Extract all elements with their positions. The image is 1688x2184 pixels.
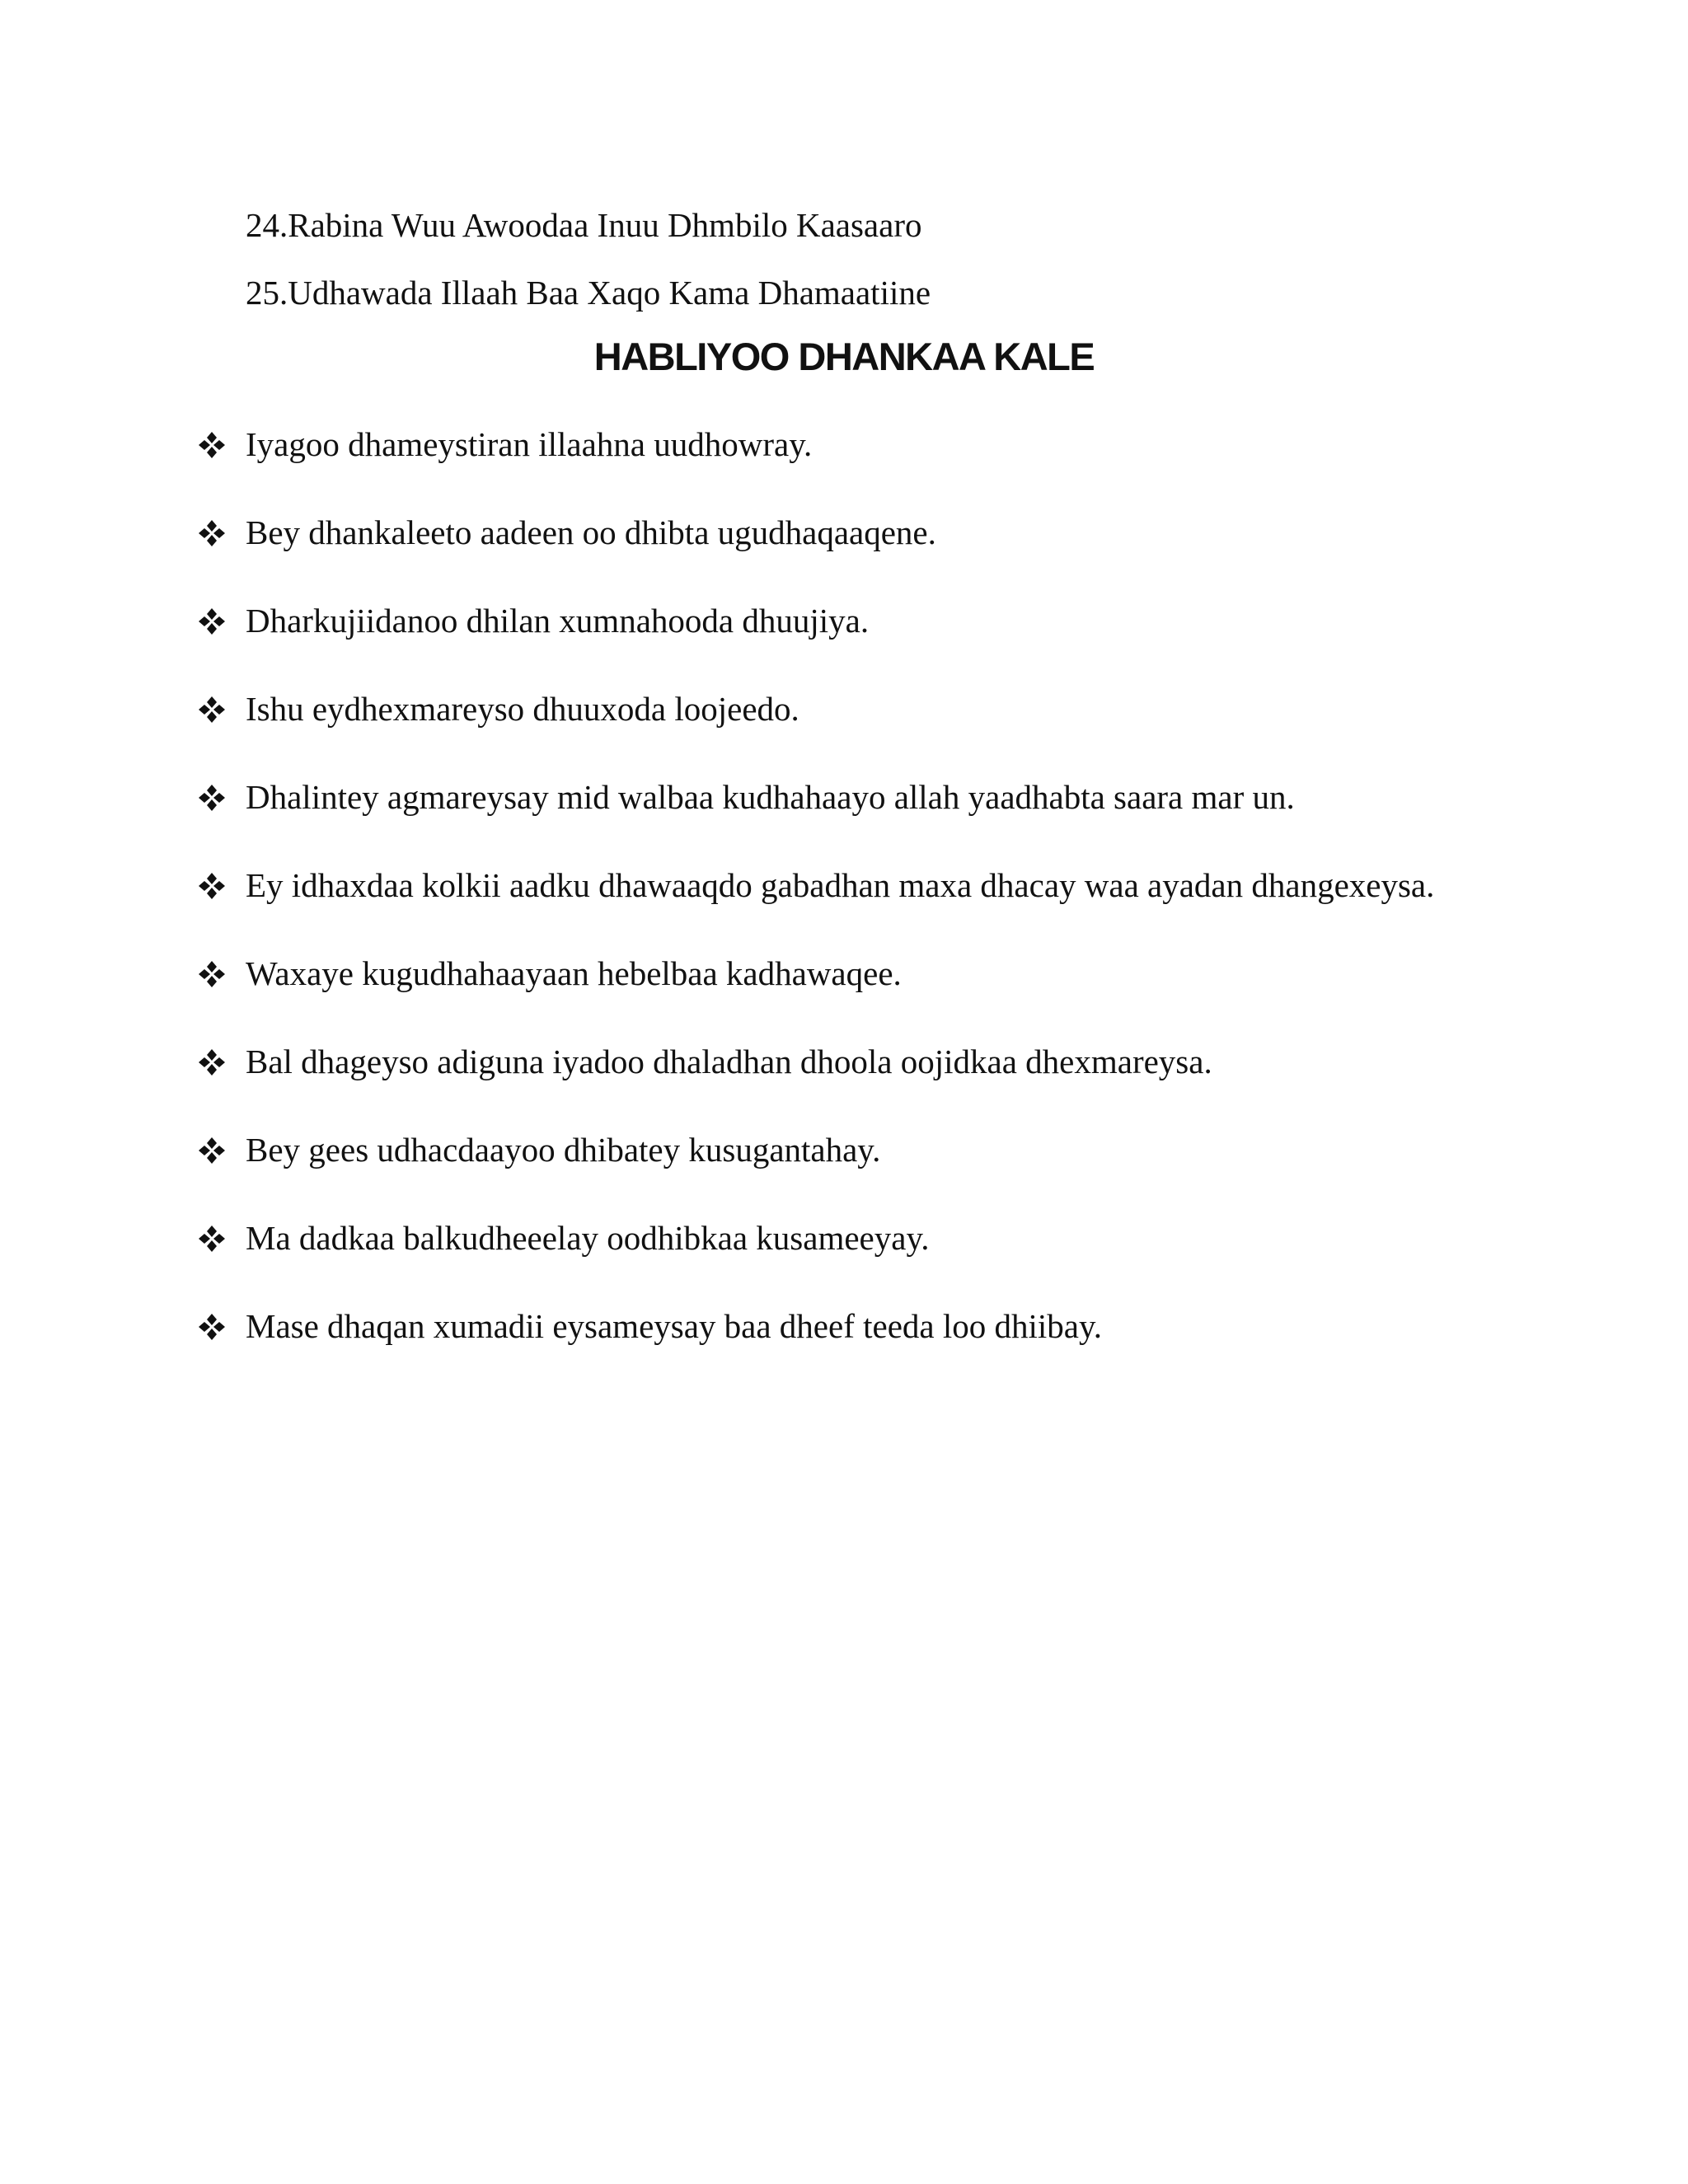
four-diamond-bullet-icon [198,1048,226,1076]
numbered-item-24: 24.Rabina Wuu Awoodaa Inuu Dhmbilo Kaasaaro [246,206,922,244]
list-item-text: Ey idhaxdaa kolkii aadku dhawaaqdo gabadhan maxa dhacay waa ayadan dhangexeysa. [246,866,1435,904]
list-item [198,841,1480,930]
four-diamond-bullet-icon [198,607,226,635]
list-item [198,930,1480,1018]
numbered-list [246,191,931,326]
list-item [198,665,1480,753]
list-item [198,577,1480,665]
list-item [198,1282,1480,1371]
section-heading: HABLIYOO DHANKAA KALE [593,335,1095,378]
bullet-list [198,401,1480,1371]
list-item [198,1194,1480,1282]
list-item-text: Ishu eydhexmareyso dhuuxoda loojeedo. [246,690,799,728]
list-item-text: Dharkujiidanoo dhilan xumnahooda dhuujiya. [246,602,870,640]
list-item [198,753,1480,841]
list-item-text: Waxaye kugudhahaayaan hebelbaa kadhawaqee. [246,954,902,992]
numbered-item-25: 25.Udhawada Illaah Baa Xaqo Kama Dhamaatiine [246,274,931,312]
four-diamond-bullet-icon [198,872,226,900]
four-diamond-bullet-icon [198,696,226,724]
list-item-text: Ma dadkaa balkudheeelay oodhibkaa kusameeyay. [246,1219,930,1257]
list-item-text: Mase dhaqan xumadii eysameysay baa dheef teeda loo dhiibay. [246,1307,1103,1345]
four-diamond-bullet-icon [198,784,226,812]
four-diamond-bullet-icon [198,960,226,988]
list-item [198,1106,1480,1194]
four-diamond-bullet-icon [198,519,226,547]
four-diamond-bullet-icon [198,1313,226,1341]
list-item [198,489,1480,577]
four-diamond-bullet-icon [198,431,226,459]
list-item-text: Bey dhankaleeto aadeen oo dhibta ugudhaqaaqene. [246,513,936,551]
four-diamond-bullet-icon [198,1137,226,1165]
list-item-text: Dhalintey agmareysay mid walbaa kudhahaayo allah yaadhabta saara mar un. [246,778,1295,816]
list-item-text: Iyagoo dhameystiran illaahna uudhowray. [246,425,813,463]
list-item [198,1018,1480,1106]
list-item [198,401,1480,489]
list-item-text: Bal dhageyso adiguna iyadoo dhaladhan dhoola oojidkaa dhexmareysa. [246,1043,1212,1080]
list-item-text: Bey gees udhacdaayoo dhibatey kusugantahay. [246,1131,881,1169]
four-diamond-bullet-icon [198,1225,226,1253]
